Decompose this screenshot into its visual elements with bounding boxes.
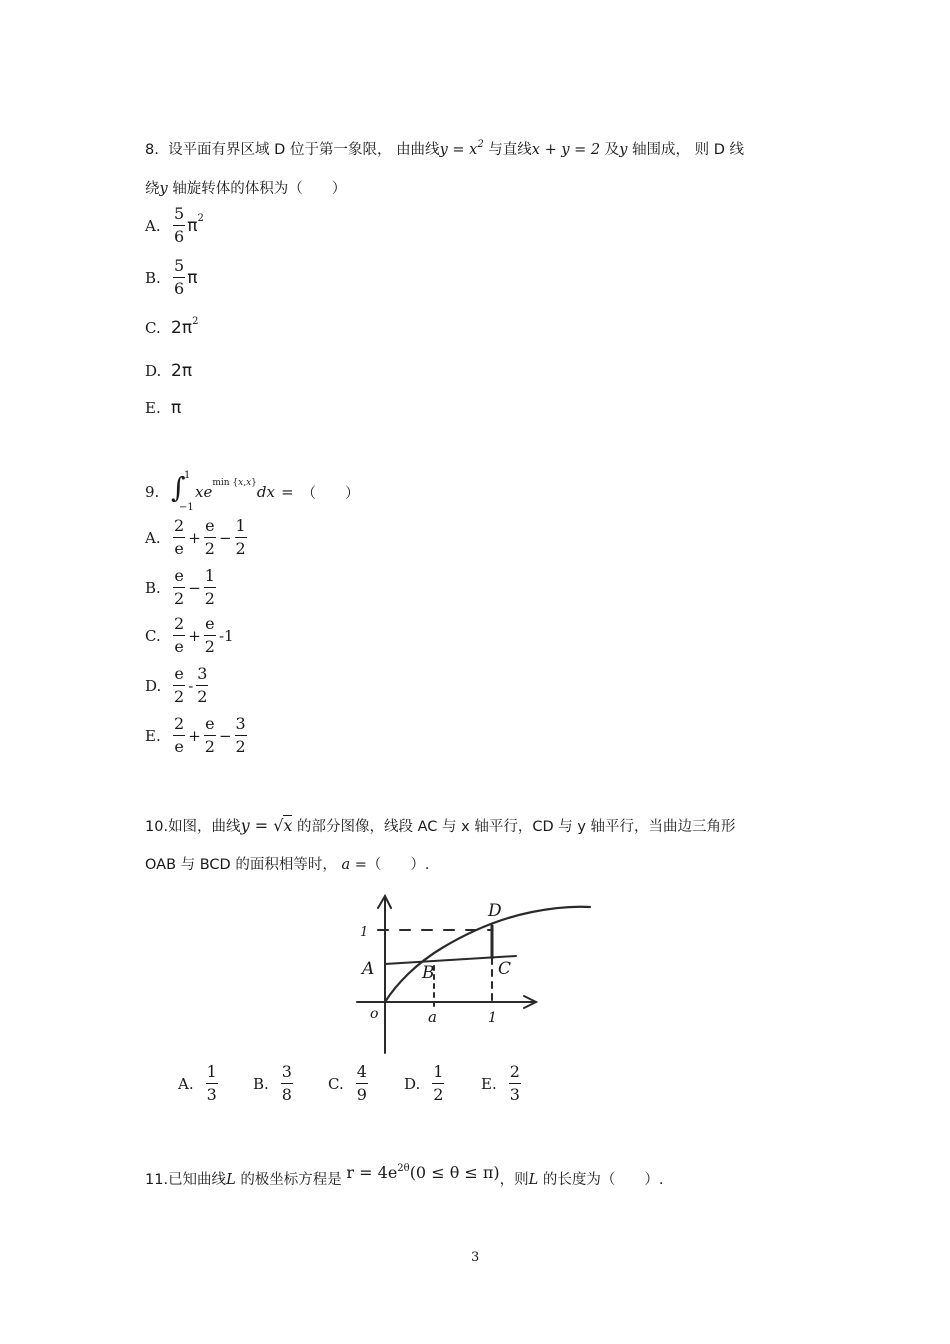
q10-line2: OAB 与 BCD 的面积相等时， a =（ ）. (145, 857, 430, 873)
label-O: o (370, 1006, 379, 1022)
label-D: D (488, 901, 502, 921)
fraction: $\frac{e}{2}$ (204, 714, 215, 756)
q9-integral: ∫ 1 −1 (171, 470, 194, 513)
q8-option-a[interactable]: A. $\frac{5}{6}$ π 2 (145, 204, 204, 246)
q9-stem: 9. ∫ 1 −1 xe min {x,x} dx = （ ） (145, 470, 360, 513)
q10-option-b[interactable]: B. $\frac{3}{8}$ (253, 1062, 292, 1104)
label-one-x: 1 (488, 1010, 497, 1026)
q8-option-b[interactable]: B. $\frac{5}{6}$ π (145, 256, 198, 298)
fraction: $\frac{2}{e}$ (174, 714, 185, 756)
label-a: a (428, 1008, 437, 1026)
q8-number: 8. (145, 142, 159, 158)
q9-option-b[interactable] (145, 568, 218, 607)
operator: − (218, 726, 232, 745)
q9-option-c[interactable] (145, 616, 235, 655)
q11-number: 11. (145, 1172, 169, 1188)
q11-equation: $r = 4e^{2\theta}(0 \le \theta \le \pi)$ (346, 1163, 500, 1182)
operator: -1 (218, 626, 234, 645)
q8-eq2: x + y = 2 (531, 142, 601, 158)
option-label: B. (145, 578, 161, 597)
q10-figure (352, 888, 598, 1058)
fraction: $\frac{e}{2}$ (204, 614, 215, 656)
fraction: $\frac{e}{2}$ (174, 664, 185, 706)
fraction: $\frac{1}{2}$ (235, 516, 246, 558)
page-number: 3 (471, 1250, 480, 1265)
q9-option-e[interactable] (145, 716, 249, 755)
label-C: C (498, 959, 512, 979)
label-B: B (422, 963, 435, 983)
q8-option-e[interactable]: E. π (145, 398, 182, 418)
option-label: A. (145, 528, 161, 547)
q10-option-e[interactable]: E. $\frac{2}{3}$ (481, 1062, 520, 1104)
fraction: $\frac{3}{2}$ (235, 714, 246, 756)
label-A: A (362, 959, 375, 979)
fraction: $\frac{1}{2}$ (204, 566, 215, 608)
label-one-y: 1 (360, 925, 369, 940)
option-label: E. (145, 726, 161, 745)
q11-line: 11.已知曲线L 的极坐标方程是 $r = 4e^{2\theta}(0 \le \theta \le \pi)$，则L 的长度为（ ）. (145, 1163, 664, 1188)
q8-eq1: $y = x^2$ (439, 139, 484, 158)
q8-line2: 绕y 轴旋转体的体积为（ ） (145, 181, 347, 197)
q10-number: 10. (145, 819, 169, 835)
operator: - (188, 676, 194, 695)
q8-line1: 8. 设平面有界区域 D 位于第一象限， 由曲线$y = x^2$ 与直线x + y = 2 及y 轴围成， 则 D 线 (145, 139, 745, 158)
q8-option-c[interactable]: C. 2π 2 (145, 315, 199, 338)
q10-line1: 10.如图，曲线y = √x 的部分图像，线段 AC 与 x 轴平行，CD 与 y 轴平行，当曲边三角形 (145, 816, 736, 835)
q10-option-d[interactable]: D. $\frac{1}{2}$ (404, 1062, 444, 1104)
q10-option-a[interactable]: A. $\frac{1}{3}$ (178, 1062, 217, 1104)
q9-option-d[interactable] (145, 666, 210, 705)
operator: − (188, 578, 201, 597)
q9-number: 9. (145, 483, 160, 501)
fraction: $\frac{2}{e}$ (174, 516, 185, 558)
option-label: C. (145, 626, 161, 645)
option-label: D. (145, 676, 162, 695)
operator: − (218, 528, 232, 547)
fraction: $\frac{e}{2}$ (174, 566, 185, 608)
q10-option-c[interactable]: C. $\frac{4}{9}$ (328, 1062, 367, 1104)
operator: + (188, 528, 201, 547)
fraction: $\frac{e}{2}$ (204, 516, 215, 558)
q9-option-a[interactable] (145, 518, 249, 557)
fraction: $\frac{3}{2}$ (197, 664, 208, 706)
operator: + (188, 726, 201, 745)
fraction: $\frac{2}{e}$ (174, 614, 185, 656)
q8-option-d[interactable]: D. 2π (145, 361, 193, 381)
q10-curve-eq: y = √x (240, 816, 293, 835)
operator: + (188, 626, 201, 645)
